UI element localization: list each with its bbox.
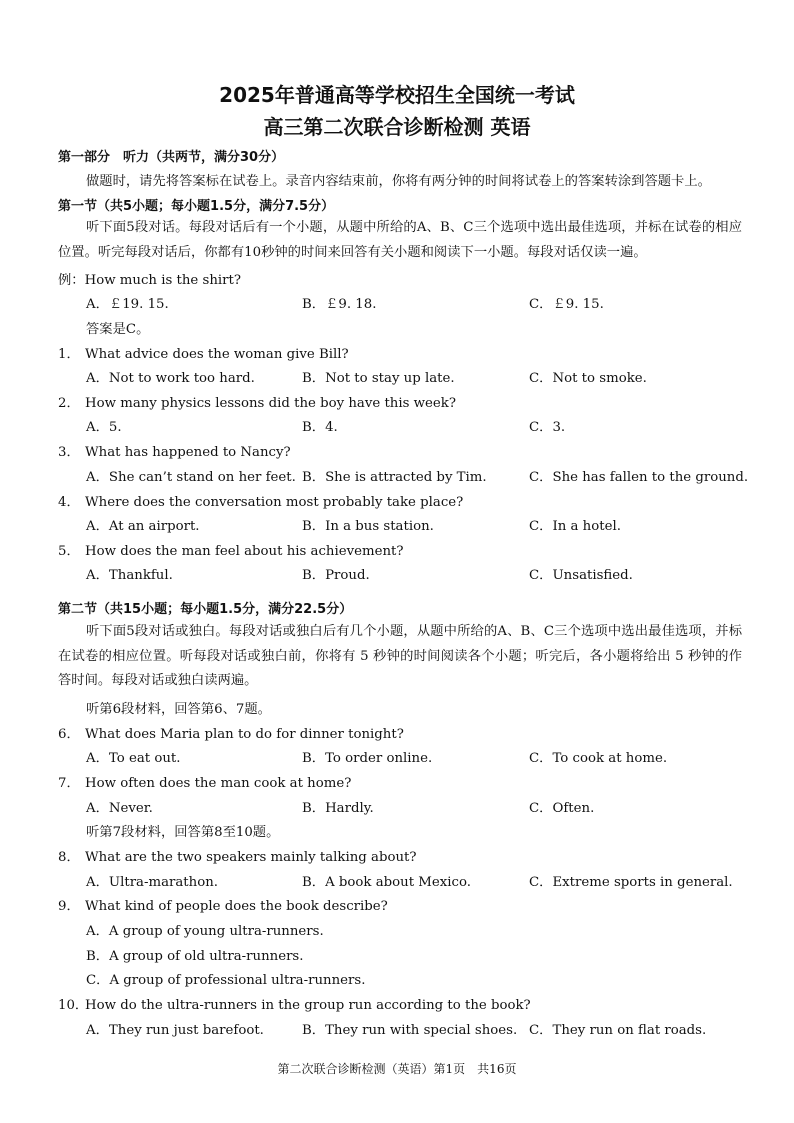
question-text: How often does the man cook at home? (85, 776, 352, 791)
section2-heading: 第二节（共15小题；每小题1.5分，满分22.5分） (58, 602, 353, 617)
question-number: 9． (58, 899, 80, 914)
question-9 (58, 899, 388, 915)
question-5 (58, 544, 404, 560)
section2-instruction: 听下面5段对话或独白。每段对话或独白后有几个小题，从题中所给的A、B、C三个选项中选出最佳选项，并标在试卷的相应位置。听每段对话或独白前，你将有 5 秒钟的时间阅读各个小题；听完后，各小题将给出 5 秒钟的作答时间。每段对话或独白读两遍。 (58, 624, 742, 688)
question-text: What has happened to Nancy? (85, 445, 291, 460)
q9-option-a: A．A group of young ultra-runners. (86, 924, 324, 939)
question-number: 8． (58, 850, 80, 865)
question-number: 2． (58, 396, 80, 411)
part1-heading: 第一部分 听力（共两节，满分30分） (58, 150, 285, 165)
q2-option-a: A．5. (86, 420, 122, 435)
question-number: 1． (58, 347, 80, 362)
example-question (58, 273, 241, 289)
question-text: What kind of people does the book describe? (85, 899, 388, 914)
q4-option-b: B．In a bus station. (302, 519, 434, 534)
question-7 (58, 776, 351, 792)
q3-option-c: C．She has fallen to the ground. (529, 470, 749, 485)
example-option-b: B．￡9. 18. (302, 297, 377, 312)
q6-option-b: B．To order online. (302, 751, 433, 766)
q7-option-b: B．Hardly. (302, 801, 374, 816)
q9-option-b: B．A group of old ultra-runners. (86, 949, 304, 964)
q3-option-b: B．She is attracted by Tim. (302, 470, 487, 485)
question-6 (58, 727, 404, 743)
question-3 (58, 445, 291, 461)
q4-option-a: A．At an airport. (86, 519, 200, 534)
question-text: How does the man feel about his achievement? (85, 544, 404, 559)
exam-title-line1: 2025年普通高等学校招生全国统一考试 (219, 83, 575, 107)
q2-option-c: C．3. (529, 420, 566, 435)
q6-option-a: A．To eat out. (86, 751, 181, 766)
question-number: 10． (58, 998, 89, 1013)
q9-option-c: C．A group of professional ultra-runners. (86, 973, 366, 988)
question-text: How many physics lessons did the boy have this week? (85, 396, 456, 411)
example-option-a: A．￡19. 15. (86, 297, 169, 312)
q5-option-a: A．Thankful. (86, 568, 173, 583)
question-number: 4． (58, 495, 80, 510)
q2-option-b: B．4. (302, 420, 338, 435)
q8-option-a: A．Ultra-marathon. (86, 875, 219, 890)
q7-option-c: C．Often. (529, 801, 595, 816)
section1-instruction: 听下面5段对话。每段对话后有一个小题，从题中所给的A、B、C三个选项中选出最佳选项，并标在试卷的相应位置。听完每段对话后，你都有10秒钟的时间来回答有关小题和阅读下一小题。每段对话仅读一遍。 (58, 220, 742, 260)
example-answer: 答案是C。 (86, 322, 150, 337)
q6-option-c: C．To cook at home. (529, 751, 668, 766)
question-number: 6． (58, 727, 80, 742)
question-10 (58, 998, 531, 1014)
q10-option-a: A．They run just barefoot. (86, 1023, 264, 1038)
q1-option-c: C．Not to smoke. (529, 371, 647, 386)
q5-option-c: C．Unsatisfied. (529, 568, 633, 583)
exam-title-line2: 高三第二次联合诊断检测 英语 (263, 115, 531, 139)
question-text: What advice does the woman give Bill? (85, 347, 349, 362)
page-footer: 第二次联合诊断检测（英语）第1页 共16页 (277, 1062, 517, 1076)
section1-heading: 第一节（共5小题；每小题1.5分，满分7.5分） (58, 199, 335, 214)
question-text: How do the ultra-runners in the group run according to the book? (85, 998, 531, 1013)
material-7-note: 听第7段材料，回答第8至10题。 (86, 825, 280, 840)
q10-option-b: B．They run with special shoes. (302, 1023, 518, 1038)
question-number: 7． (58, 776, 80, 791)
q1-option-b: B．Not to stay up late. (302, 371, 455, 386)
question-4 (58, 495, 463, 511)
example-question-text: How much is the shirt? (84, 273, 241, 288)
example-prefix: 例： (58, 273, 85, 288)
example-option-c: C．￡9. 15. (529, 297, 604, 312)
question-text: What are the two speakers mainly talking about? (85, 850, 417, 865)
q8-option-b: B．A book about Mexico. (302, 875, 471, 890)
question-8 (58, 850, 417, 866)
material-6-note: 听第6段材料，回答第6、7题。 (86, 702, 271, 717)
question-number: 3． (58, 445, 80, 460)
q4-option-c: C．In a hotel. (529, 519, 621, 534)
part1-instruction: 做题时，请先将答案标在试卷上。录音内容结束前，你将有两分钟的时间将试卷上的答案转涂到答题卡上。 (86, 174, 711, 189)
q3-option-a: A．She can’t stand on her feet. (86, 470, 296, 485)
question-2 (58, 396, 456, 412)
question-number: 5． (58, 544, 80, 559)
question-text: What does Maria plan to do for dinner tonight? (85, 727, 404, 742)
q8-option-c: C．Extreme sports in general. (529, 875, 733, 890)
q7-option-a: A．Never. (86, 801, 153, 816)
question-text: Where does the conversation most probably take place? (85, 495, 464, 510)
q5-option-b: B．Proud. (302, 568, 370, 583)
question-1 (58, 347, 349, 363)
q1-option-a: A．Not to work too hard. (86, 371, 255, 386)
q10-option-c: C．They run on flat roads. (529, 1023, 707, 1038)
